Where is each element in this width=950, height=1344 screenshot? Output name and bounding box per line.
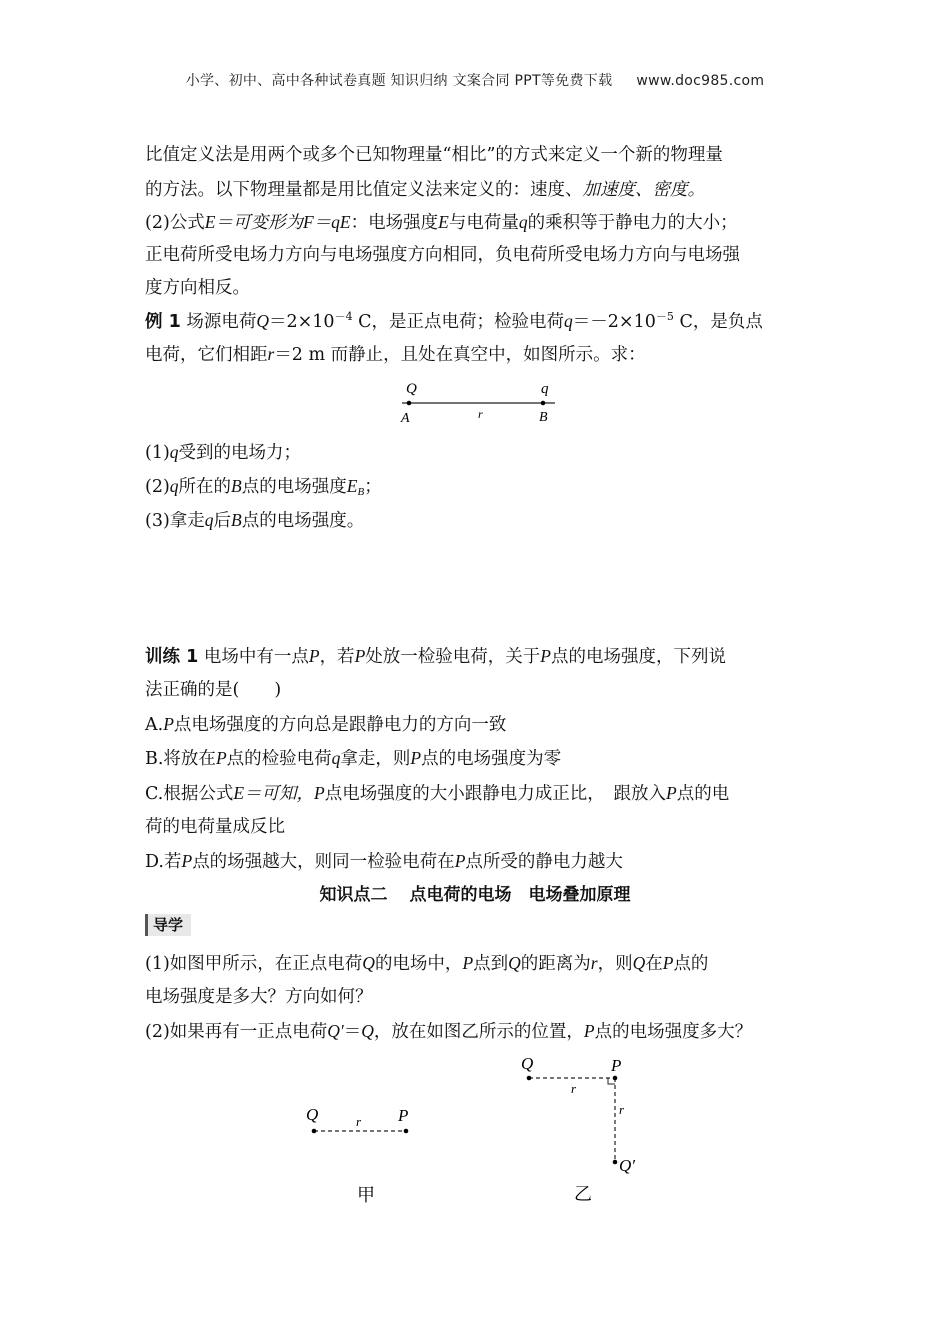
text: ，放在如图乙所示的位置， bbox=[373, 1022, 584, 1042]
text: ：电场强度 bbox=[350, 213, 439, 233]
symbol: Q bbox=[632, 953, 646, 973]
formula: E＝可变形为F＝qE bbox=[204, 212, 351, 232]
symbol: P bbox=[215, 748, 227, 768]
figure-jia bbox=[300, 1100, 430, 1212]
text: (2) bbox=[145, 477, 170, 497]
label-B: B bbox=[539, 410, 548, 425]
example1-q1 bbox=[145, 435, 815, 470]
text: C.根据公式 bbox=[145, 784, 234, 804]
symbol: q bbox=[169, 442, 179, 462]
text: 的距离为 bbox=[520, 954, 591, 974]
symbol: P bbox=[662, 953, 674, 973]
example1-q3 bbox=[145, 503, 815, 538]
header-url: www.doc985.com bbox=[636, 73, 765, 89]
text: 受到的电场力； bbox=[178, 443, 302, 463]
text: 点的 bbox=[673, 954, 709, 974]
option-c bbox=[145, 776, 815, 811]
symbol: P bbox=[583, 1021, 595, 1041]
symbol: E bbox=[346, 476, 358, 496]
text: 点的电场强度为零 bbox=[421, 749, 562, 769]
label-r-horizontal: r bbox=[571, 1081, 577, 1096]
text: ，则 bbox=[597, 954, 633, 974]
symbol: Q′ bbox=[327, 1021, 344, 1041]
intro-italic: 加速度、密度。 bbox=[582, 179, 705, 199]
guide-badge: 导学 bbox=[145, 914, 191, 936]
example1-line-2 bbox=[145, 337, 815, 372]
point-a-dot bbox=[407, 401, 412, 406]
section-number: 知识点二 bbox=[319, 885, 388, 905]
figure-yi bbox=[515, 1048, 655, 1208]
label-Q: Q bbox=[521, 1054, 534, 1073]
charge-q-dot bbox=[312, 1129, 317, 1134]
text: 电场中有一点 bbox=[203, 647, 309, 667]
symbol: q bbox=[204, 510, 214, 530]
text: 点的电场强度 bbox=[241, 477, 347, 497]
symbol: P bbox=[540, 646, 551, 666]
guide-q2 bbox=[145, 1014, 815, 1049]
symbol: P bbox=[308, 646, 320, 666]
point2-line-1 bbox=[145, 205, 815, 240]
text: A. bbox=[145, 715, 164, 735]
symbol: r bbox=[590, 953, 598, 973]
symbol: r bbox=[267, 344, 275, 364]
text: C，是正点电荷；检验电荷 bbox=[358, 312, 565, 332]
text: 场源电荷 bbox=[186, 312, 257, 332]
text: D.若 bbox=[145, 852, 182, 872]
label-r: r bbox=[356, 1114, 362, 1129]
symbol: Q bbox=[361, 1021, 374, 1041]
label-A: A bbox=[401, 411, 410, 426]
text: ，若 bbox=[319, 647, 355, 667]
point-p-dot bbox=[404, 1129, 409, 1134]
symbol: Q bbox=[256, 311, 269, 331]
guide-q1-line-2: 电场强度是多大？方向如何？ bbox=[145, 987, 373, 1007]
label-Q-prime: Q′ bbox=[619, 1156, 635, 1175]
guide-q1-line-1 bbox=[145, 946, 815, 981]
section-heading bbox=[0, 880, 950, 905]
charge-q-dot bbox=[527, 1076, 532, 1081]
example1-line-1 bbox=[145, 304, 815, 339]
symbol: P bbox=[462, 953, 474, 973]
figure-ab-line bbox=[390, 376, 570, 428]
symbol: P bbox=[410, 748, 422, 768]
text: 点的电场强度，下列说 bbox=[550, 647, 726, 667]
label-q: q bbox=[541, 381, 549, 397]
text: 与电荷量 bbox=[448, 213, 519, 233]
text: ＝ bbox=[343, 1022, 362, 1042]
text: 点的电场强度多大？ bbox=[594, 1022, 753, 1042]
text: 在 bbox=[645, 954, 663, 974]
point-p-dot bbox=[613, 1076, 618, 1081]
text: (2)公式 bbox=[145, 213, 205, 233]
symbol: B bbox=[231, 476, 242, 496]
text: ＝2 m 而静止，且处在真空中，如图所示。求： bbox=[274, 345, 646, 365]
text: 后 bbox=[213, 511, 232, 531]
exponent: －4 bbox=[334, 310, 353, 323]
section-title: 点电荷的电场 电场叠加原理 bbox=[409, 885, 631, 905]
text: 点所受的静电力越大 bbox=[465, 852, 623, 872]
text: 的电场中， bbox=[374, 954, 463, 974]
option-a bbox=[145, 707, 815, 742]
label-P: P bbox=[398, 1106, 409, 1125]
symbol: P bbox=[314, 783, 325, 803]
label-r-vertical: r bbox=[619, 1102, 625, 1117]
point-b-dot bbox=[541, 401, 546, 406]
text: 的乘积等于静电力的大小； bbox=[527, 213, 738, 233]
label-Q: Q bbox=[406, 381, 417, 397]
option-b bbox=[145, 741, 815, 776]
text: ＝－2×10 bbox=[572, 312, 656, 332]
training1-line-2: 法正确的是( ) bbox=[145, 680, 282, 700]
symbol: P bbox=[666, 783, 677, 803]
text: 点到 bbox=[473, 954, 509, 974]
intro-text: 的方法。以下物理量都是用比值定义法来定义的：速度、 bbox=[145, 180, 583, 200]
text: 点的电 bbox=[676, 784, 730, 804]
figure-caption: 甲 bbox=[357, 1185, 375, 1206]
symbol: Q bbox=[508, 953, 521, 973]
symbol: q bbox=[518, 212, 528, 232]
text: ； bbox=[364, 477, 382, 497]
formula: E＝可知， bbox=[233, 783, 315, 803]
point2-line-3: 度方向相反。 bbox=[145, 278, 250, 298]
intro-line-2 bbox=[145, 172, 815, 207]
symbol: q bbox=[169, 476, 179, 496]
text: ＝2×10 bbox=[269, 312, 335, 332]
text: B.将放在 bbox=[145, 749, 216, 769]
text: 点的电场强度。 bbox=[241, 511, 365, 531]
text: 拿走，则 bbox=[340, 749, 411, 769]
text: 电荷，它们相距 bbox=[145, 345, 268, 365]
figure-caption: 乙 bbox=[574, 1184, 592, 1205]
symbol: P bbox=[354, 646, 366, 666]
symbol: q bbox=[331, 748, 341, 768]
text: 点的检验电荷 bbox=[226, 749, 332, 769]
text: 点的场强越大，则同一检验电荷在 bbox=[192, 852, 455, 872]
header-text: 小学、初中、高中各种试卷真题 知识归纳 文案合同 PPT等免费下载 bbox=[185, 73, 613, 89]
symbol: Q bbox=[362, 953, 375, 973]
label-r: r bbox=[478, 407, 483, 421]
text: 处放一检验电荷，关于 bbox=[365, 647, 541, 667]
symbol: E bbox=[438, 212, 449, 232]
symbol: q bbox=[564, 311, 573, 331]
label-P: P bbox=[611, 1056, 622, 1075]
page-header bbox=[0, 70, 950, 90]
text: (1) bbox=[145, 443, 170, 463]
charge-q-prime-dot bbox=[613, 1160, 618, 1165]
symbol: P bbox=[454, 851, 466, 871]
text: 所在的 bbox=[178, 477, 232, 497]
text: 点电场强度的大小跟静电力成正比， 跟放入 bbox=[324, 784, 666, 804]
option-d bbox=[145, 844, 815, 879]
text: (2)如果再有一正点电荷 bbox=[145, 1022, 328, 1042]
symbol: B bbox=[231, 510, 242, 530]
example1-q2 bbox=[145, 469, 815, 504]
point2-line-2: 正电荷所受电场力方向与电场强度方向相同，负电荷所受电场力方向与电场强 bbox=[145, 245, 740, 265]
text: 点电场强度的方向总是跟静电力的方向一致 bbox=[173, 715, 507, 735]
text: C，是负点 bbox=[679, 312, 763, 332]
subscript: B bbox=[357, 486, 365, 498]
training-label: 训练 1 bbox=[145, 647, 199, 667]
option-c-line-2: 荷的电荷量成反比 bbox=[145, 817, 285, 837]
symbol: P bbox=[163, 714, 174, 734]
label-Q: Q bbox=[306, 1105, 319, 1124]
training1-line-1 bbox=[145, 639, 815, 674]
intro-line-1: 比值定义法是用两个或多个已知物理量“相比”的方式来定义一个新的物理量 bbox=[145, 145, 723, 165]
text: (3)拿走 bbox=[145, 511, 205, 531]
exponent: －5 bbox=[655, 310, 674, 323]
symbol: P bbox=[181, 851, 193, 871]
example-label: 例 1 bbox=[145, 312, 181, 332]
text: (1)如图甲所示，在正点电荷 bbox=[145, 954, 363, 974]
